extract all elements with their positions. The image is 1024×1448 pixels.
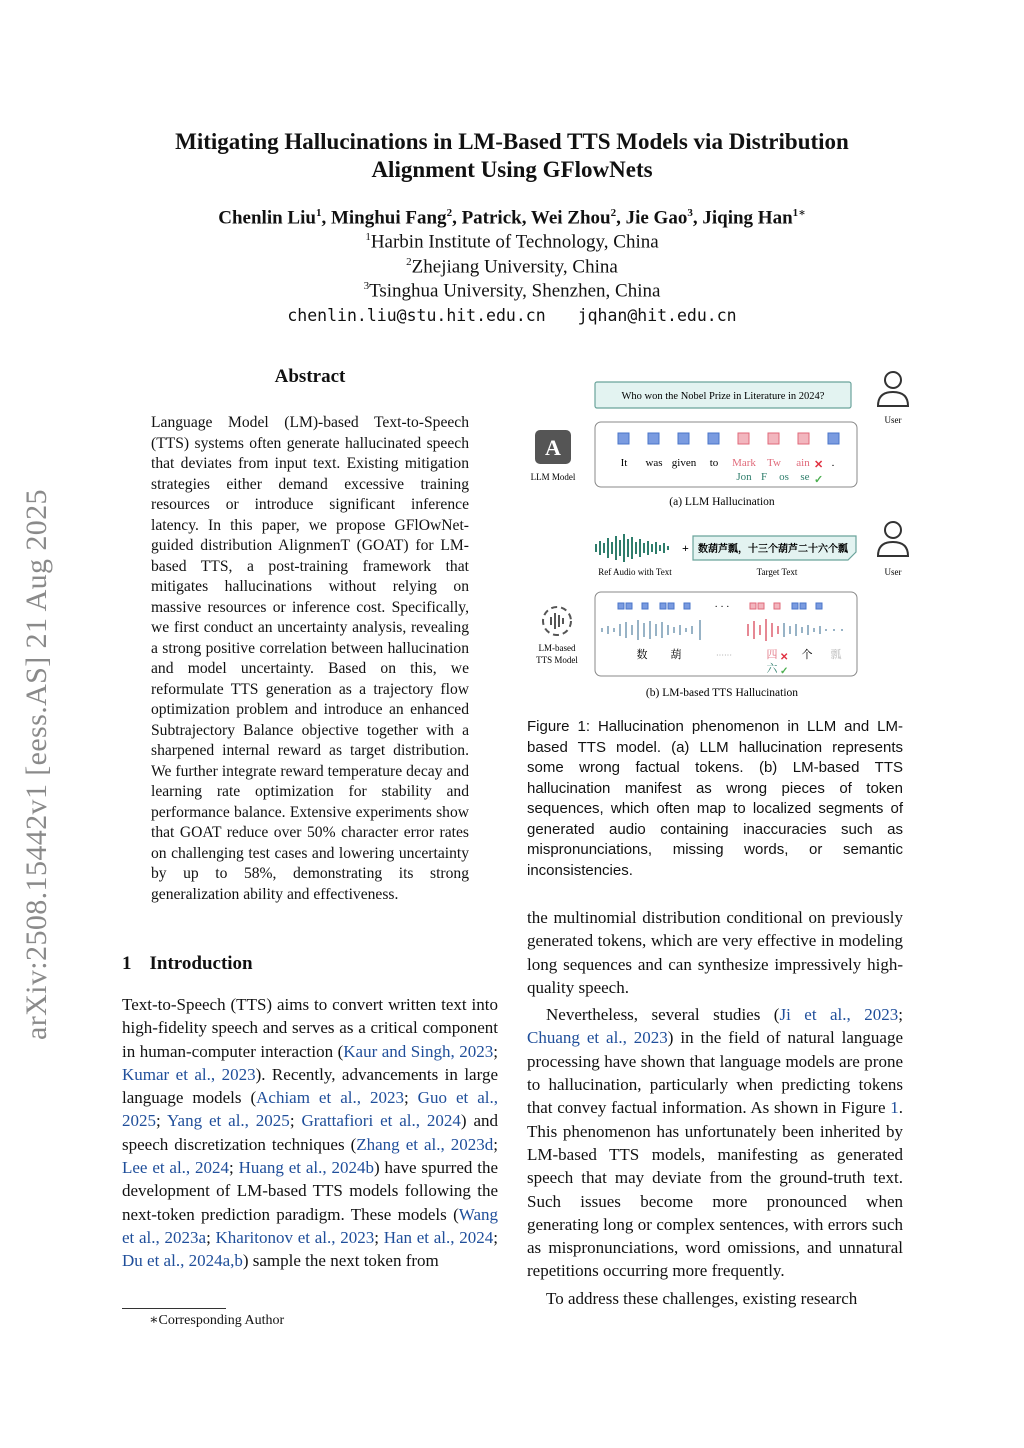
section-title: Introduction xyxy=(149,953,253,974)
email-link[interactable]: jqhan@hit.edu.cn xyxy=(577,306,737,325)
body-text: ) have spurred the development of LM-based TTS models following the next-token prediction paradigm. These models ( xyxy=(122,1158,498,1224)
token-word: was xyxy=(645,457,663,469)
body-text: ) in the field of natural language processing have shown that language models are prone to hallucination, particularly when predicting tokens that convey factual information. As shown in Figure xyxy=(527,1028,904,1118)
body-text: ; xyxy=(374,1227,384,1247)
email-list xyxy=(0,306,1024,325)
tts-model-icon xyxy=(543,607,571,635)
author-name: , Patrick, Wei Zhou xyxy=(452,207,611,229)
output-char: 瓢 xyxy=(830,649,842,661)
wrong-token: Tw xyxy=(767,457,781,469)
section-number: 1 xyxy=(122,953,132,974)
author-name: Chenlin Liu xyxy=(218,207,316,229)
footnote-rule xyxy=(122,1308,226,1309)
correct-token: Jon xyxy=(736,471,752,483)
body-text: ). Recently, advancements in large language models ( xyxy=(122,1064,498,1108)
llm-letter: A xyxy=(545,435,561,460)
plus-sign: + xyxy=(682,541,689,555)
token-word: . xyxy=(831,457,835,469)
affiliation-1 xyxy=(0,231,1024,253)
wrong-token: ain xyxy=(796,457,810,469)
figure-caption: Figure 1: Hallucination phenomenon in LLM and LM-based TTS model. (a) LLM hallucination represents some wrong factual tokens. (b) LM-based TTS hallucination manifest as wrong pieces of token sequences, which often map to localized segments of generated audio containing inaccuracies such as mispronunciations, missing words, or semantic inconsistencies. xyxy=(527,718,903,879)
target-text: 数葫芦瓢，十三个葫芦二十六个瓢 xyxy=(698,544,848,555)
user-label: User xyxy=(884,415,902,425)
body-text: ; xyxy=(156,1111,167,1131)
body-text: Text-to-Speech (TTS) aims to convert written text into high-fidelity speech and serves as a critical component in human-computer interaction ( xyxy=(122,995,498,1061)
footnote: ∗Corresponding Author xyxy=(149,1313,285,1328)
tts-label: TTS Model xyxy=(536,655,578,665)
ref-audio-waveform-icon xyxy=(596,534,668,562)
citation-link[interactable]: Chuang et al., 2023 xyxy=(527,1028,668,1048)
ref-audio-label: Ref Audio with Text xyxy=(598,567,672,577)
token-word: It xyxy=(620,457,628,469)
ellipsis: · · · xyxy=(714,602,730,613)
author-list xyxy=(0,206,1024,229)
body-text: ; xyxy=(493,1227,498,1247)
affiliation-mark: 3 xyxy=(687,207,693,219)
abstract-text: Language Model (LM)-based Text-to-Speech (TTS) systems often generate hallucinated speech that deviates from input text. Existing mitigation strategies either demand excessive training resources or introduce significant inference latency. In this paper, we propose GFlOwNet-guided distribution AlignmenT (GOAT) for LM-based TTS, a post-training framework that mitigates hallucinations without relying on massive resources or inference cost. Specifically, we first conduct an uncertainty analysis, revealing a strong positive correlation between hallucination and model uncertainty. Based on this, we reformulate TTS generation as a trajectory flow optimization problem and introduce an enhanced Subtrajectory Balance objective together with a sharpened internal reward as target distribution. We further integrate reward temperature decay and learning rate optimization for stability and performance balance. Extensive experiments show that GOAT reduce over 50% character error rates on challenging test cases and lowering uncertainty by up to 58%, demonstrating its strong generalization ability and effectiveness. xyxy=(151,414,469,903)
wrong-char: 四 xyxy=(766,649,778,661)
citation-link[interactable]: Achiam et al., 2023 xyxy=(256,1088,404,1108)
affiliation-name: Tsinghua University, Shenzhen, China xyxy=(369,280,661,302)
body-text: ; xyxy=(493,1134,499,1154)
paper-title xyxy=(0,128,1024,184)
title-line-1: Mitigating Hallucinations in LM-Based TTS Models via Distribution xyxy=(175,129,849,154)
subcaption-b: (b) LM-based TTS Hallucination xyxy=(645,687,799,699)
citation-link[interactable]: Zhang et al., 2023d xyxy=(356,1134,494,1154)
citation-link[interactable]: Ji et al., 2023 xyxy=(779,1005,899,1025)
check-icon: ✓ xyxy=(814,474,824,486)
citation-link[interactable]: Du et al., 2024a,b xyxy=(122,1251,243,1271)
author-name: , Minghui Fang xyxy=(321,207,447,229)
citation-link[interactable]: Han et al., 2024 xyxy=(383,1227,494,1247)
section-heading xyxy=(122,953,253,975)
email-link[interactable]: chenlin.liu@stu.hit.edu.cn xyxy=(287,306,546,325)
wrong-token: Mark xyxy=(732,457,756,469)
citation-link[interactable]: Grattafiori et al., 2024 xyxy=(301,1111,461,1131)
affiliation-name: Zhejiang University, China xyxy=(411,256,618,278)
body-text: ; xyxy=(898,1005,903,1025)
citation-link[interactable]: Huang et al., 2024b xyxy=(238,1158,374,1178)
correct-char: 六 xyxy=(766,663,778,675)
affiliation-sup: 3 xyxy=(363,280,370,292)
citation-link[interactable]: Kharitonov et al., 2023 xyxy=(215,1227,375,1247)
tts-label: LM-based xyxy=(538,643,576,653)
subcaption-a: (a) LLM Hallucination xyxy=(669,496,775,508)
arxiv-identifier[interactable]: arXiv:2508.15442v1 [eess.AS] 21 Aug 2025 xyxy=(20,489,53,1040)
affiliation-mark: 2 xyxy=(610,207,617,219)
affiliation-sup: 1 xyxy=(365,231,371,243)
body-text: ; xyxy=(206,1227,216,1247)
token-word: to xyxy=(709,457,719,469)
citation-link[interactable]: Kaur and Singh, 2023 xyxy=(343,1041,494,1061)
author-name: , Jie Gao xyxy=(616,207,688,229)
body-text: ; xyxy=(403,1088,418,1108)
author-name: , Jiqing Han xyxy=(692,207,793,229)
output-char: 葫 xyxy=(670,649,682,661)
citation-link[interactable]: Kumar et al., 2023 xyxy=(122,1064,256,1084)
body-text: ; xyxy=(493,1041,498,1061)
affiliation-name: Harbin Institute of Technology, China xyxy=(370,231,659,253)
title-line-2: Alignment Using GFlowNets xyxy=(371,157,653,182)
affiliation-2 xyxy=(0,256,1024,278)
user-icon xyxy=(878,522,908,556)
correct-token: F xyxy=(760,471,768,483)
correct-token: se xyxy=(800,471,810,483)
target-text-label: Target Text xyxy=(756,567,798,577)
output-char: 数 xyxy=(636,649,648,661)
paragraph: To address these challenges, existing research xyxy=(546,1288,858,1308)
output-char: ······ xyxy=(716,651,732,660)
paragraph: the multinomial distribution conditional on previously generated tokens, which are very effective in modeling long sequences and can synthesize impressively high-quality speech. xyxy=(527,908,903,997)
affiliation-3 xyxy=(0,280,1024,302)
citation-link[interactable]: Lee et al., 2024 xyxy=(122,1158,230,1178)
citation-link[interactable]: Guo et al., 2025 xyxy=(122,1088,498,1131)
abstract-heading: Abstract xyxy=(274,366,346,387)
user-label: User xyxy=(884,567,902,577)
affiliation-sup: 2 xyxy=(406,256,412,268)
intro-paragraph xyxy=(122,993,498,1273)
citation-link[interactable]: Yang et al., 2025 xyxy=(166,1111,290,1131)
cross-icon: ✕ xyxy=(814,459,824,471)
right-column-text xyxy=(527,906,903,1310)
token-word: given xyxy=(671,457,697,469)
affiliation-mark: 1 xyxy=(315,207,322,219)
output-char: 个 xyxy=(801,649,813,661)
cross-icon: ✕ xyxy=(780,652,789,663)
affiliation-mark: 1∗ xyxy=(792,207,806,219)
correct-token: os xyxy=(779,471,789,483)
body-text: ) sample the next token from xyxy=(242,1251,439,1271)
figure-reference-link[interactable]: 1 xyxy=(890,1098,899,1118)
body-text: . This phenomenon has unfortunately been inherited by LM-based TTS models, manifesting as generated speech that may deviate from the ground-truth text. Such issues become more pronounced when generating long or complex sentences, with errors such as mispronunciations, word omissions, and unnatural repetitions occurring more frequently. xyxy=(527,1098,903,1281)
body-text: ; xyxy=(289,1111,302,1131)
question-text: Who won the Nobel Prize in Literature in 2024? xyxy=(621,391,825,402)
paragraph xyxy=(527,1003,903,1283)
body-text: ) and speech discretization techniques ( xyxy=(122,1111,498,1154)
figure-1 xyxy=(522,366,912,706)
user-icon xyxy=(878,372,908,406)
citation-link[interactable]: Wang et al., 2023a xyxy=(122,1204,498,1247)
llm-icon xyxy=(535,430,571,464)
body-text: Nevertheless, several studies ( xyxy=(546,1005,780,1025)
body-text: ; xyxy=(229,1158,239,1178)
affiliation-mark: 2 xyxy=(446,207,453,219)
llm-label: LLM Model xyxy=(530,472,576,482)
check-icon: ✓ xyxy=(780,666,789,677)
